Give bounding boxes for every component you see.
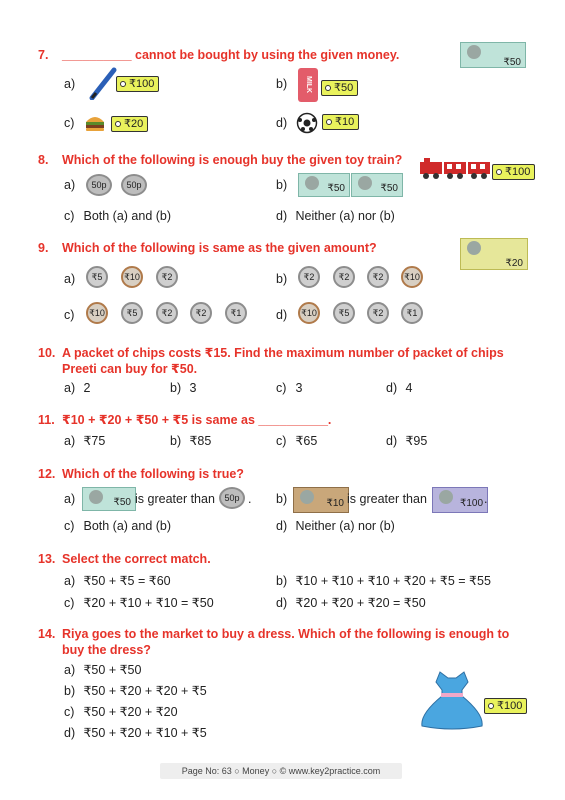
milk-carton-icon: MILK xyxy=(298,68,318,102)
option-d-label: d) xyxy=(276,116,288,130)
option-c-label: c) xyxy=(64,308,75,322)
option-b-label: b) xyxy=(276,492,288,506)
question-10-line2: Preeti can buy for ₹50. xyxy=(62,362,198,376)
price-tag: ₹100 xyxy=(492,164,535,180)
coin: ₹2 xyxy=(367,266,389,288)
option-d: d) 4 xyxy=(386,381,413,395)
option-b-label: b) xyxy=(276,77,288,91)
coin: ₹5 xyxy=(121,302,143,324)
coin: ₹10 xyxy=(121,266,143,288)
coin: ₹10 xyxy=(298,302,320,324)
banknote-50-image: ₹50 xyxy=(298,173,350,197)
option-d: d) Neither (a) nor (b) xyxy=(276,519,395,533)
question-10 xyxy=(38,345,504,361)
coin: ₹2 xyxy=(190,302,212,324)
option-d: d) ₹20 + ₹20 + ₹20 = ₹50 xyxy=(276,596,426,610)
option-a-label: a) xyxy=(64,492,76,506)
option-c: c) Both (a) and (b) xyxy=(64,209,172,223)
portrait-icon xyxy=(467,241,481,255)
option-c: c) ₹50 + ₹20 + ₹20 xyxy=(64,705,178,719)
portrait-icon xyxy=(358,176,372,190)
option-a: a) ₹75 xyxy=(64,434,106,448)
coin: ₹2 xyxy=(367,302,389,324)
period: . xyxy=(248,492,252,506)
portrait-icon xyxy=(300,490,314,504)
coin: ₹2 xyxy=(156,302,178,324)
option-a: a) ₹50 + ₹5 = ₹60 xyxy=(64,574,171,588)
option-a-label: a) xyxy=(64,272,76,286)
question-text: A packet of chips costs ₹15. Find the maximum number of packet of chips xyxy=(62,346,504,360)
option-a: a) ₹50 + ₹50 xyxy=(64,663,142,677)
price-tag: ₹10 xyxy=(322,114,359,130)
question-12 xyxy=(38,466,244,482)
banknote-50-image: ₹50 xyxy=(460,42,526,68)
option-a: a) 2 xyxy=(64,381,91,395)
option-c-label: c) xyxy=(64,116,75,130)
question-number: 9. xyxy=(38,241,49,255)
question-text: __________ cannot be bought by using the given money. xyxy=(62,48,400,62)
option-c: c) 3 xyxy=(276,381,303,395)
coin: ₹1 xyxy=(225,302,247,324)
coin: ₹10 xyxy=(401,266,423,288)
option-d: d) ₹95 xyxy=(386,434,428,448)
price-tag: ₹50 xyxy=(321,80,358,96)
coin: ₹2 xyxy=(333,266,355,288)
banknote-50-image: ₹50 xyxy=(351,173,403,197)
question-14-line2: buy the dress? xyxy=(62,643,151,657)
page-footer: Page No: 63 ○ Money ○ © www.key2practice.com xyxy=(160,763,402,779)
burger-icon xyxy=(84,112,106,132)
banknote-10-image: ₹10 xyxy=(293,487,349,513)
option-b: b) ₹50 + ₹20 + ₹20 + ₹5 xyxy=(64,684,207,698)
option-a-label: a) xyxy=(64,178,76,192)
coin: ₹1 xyxy=(401,302,423,324)
question-9 xyxy=(38,240,377,256)
dress-icon xyxy=(416,668,488,730)
question-14 xyxy=(38,626,509,642)
period: . xyxy=(484,492,488,506)
option-d-label: d) xyxy=(276,308,288,322)
coin: 50p xyxy=(121,174,147,196)
option-c: c) ₹65 xyxy=(276,434,318,448)
portrait-icon xyxy=(439,490,453,504)
coin: ₹5 xyxy=(86,266,108,288)
option-b: b) ₹10 + ₹10 + ₹10 + ₹20 + ₹5 = ₹55 xyxy=(276,574,491,588)
question-number: 14. xyxy=(38,627,56,641)
question-text: Select the correct match. xyxy=(62,552,211,566)
question-number: 8. xyxy=(38,153,49,167)
question-text: Which of the following is true? xyxy=(62,467,244,481)
pen-icon xyxy=(88,66,118,100)
option-b-label: b) xyxy=(276,178,288,192)
banknote-20-image: ₹20 xyxy=(460,238,528,270)
option-b: b) 3 xyxy=(170,381,197,395)
option-c: c) ₹20 + ₹10 + ₹10 = ₹50 xyxy=(64,596,214,610)
coin: ₹10 xyxy=(86,302,108,324)
coin: ₹2 xyxy=(298,266,320,288)
football-icon xyxy=(296,112,318,134)
option-a-label: a) xyxy=(64,77,76,91)
banknote-50-image: ₹50 xyxy=(82,487,136,511)
price-tag: ₹100 xyxy=(116,76,159,92)
question-8 xyxy=(38,152,402,168)
portrait-icon xyxy=(305,176,319,190)
question-11 xyxy=(38,412,331,428)
question-7 xyxy=(38,47,399,63)
option-d: d) ₹50 + ₹20 + ₹10 + ₹5 xyxy=(64,726,207,740)
banknote-100-image: ₹100 xyxy=(432,487,488,513)
option-b-label: b) xyxy=(276,272,288,286)
question-text: Which of the following is enough buy the given toy train? xyxy=(62,153,403,167)
comparison-text: is greater than xyxy=(347,492,427,506)
price-tag: ₹20 xyxy=(111,116,148,132)
question-text: Riya goes to the market to buy a dress. Which of the following is enough to xyxy=(62,627,510,641)
coin: ₹2 xyxy=(156,266,178,288)
question-number: 11. xyxy=(38,413,55,427)
portrait-icon xyxy=(467,45,481,59)
option-c: c) Both (a) and (b) xyxy=(64,519,172,533)
question-text: ₹10 + ₹20 + ₹50 + ₹5 is same as __________. xyxy=(62,413,332,427)
question-number: 7. xyxy=(38,48,49,62)
question-number: 12. xyxy=(38,467,56,481)
portrait-icon xyxy=(89,490,103,504)
question-text: Which of the following is same as the given amount? xyxy=(62,241,377,255)
comparison-text: is greater than xyxy=(135,492,215,506)
question-13 xyxy=(38,551,211,567)
option-b: b) ₹85 xyxy=(170,434,212,448)
coin: ₹5 xyxy=(333,302,355,324)
coin: 50p xyxy=(86,174,112,196)
question-number: 10. xyxy=(38,346,56,360)
coin: 50p xyxy=(219,487,245,509)
toy-train-icon xyxy=(418,156,494,180)
question-number: 13. xyxy=(38,552,56,566)
price-tag: ₹100 xyxy=(484,698,527,714)
option-d: d) Neither (a) nor (b) xyxy=(276,209,395,223)
